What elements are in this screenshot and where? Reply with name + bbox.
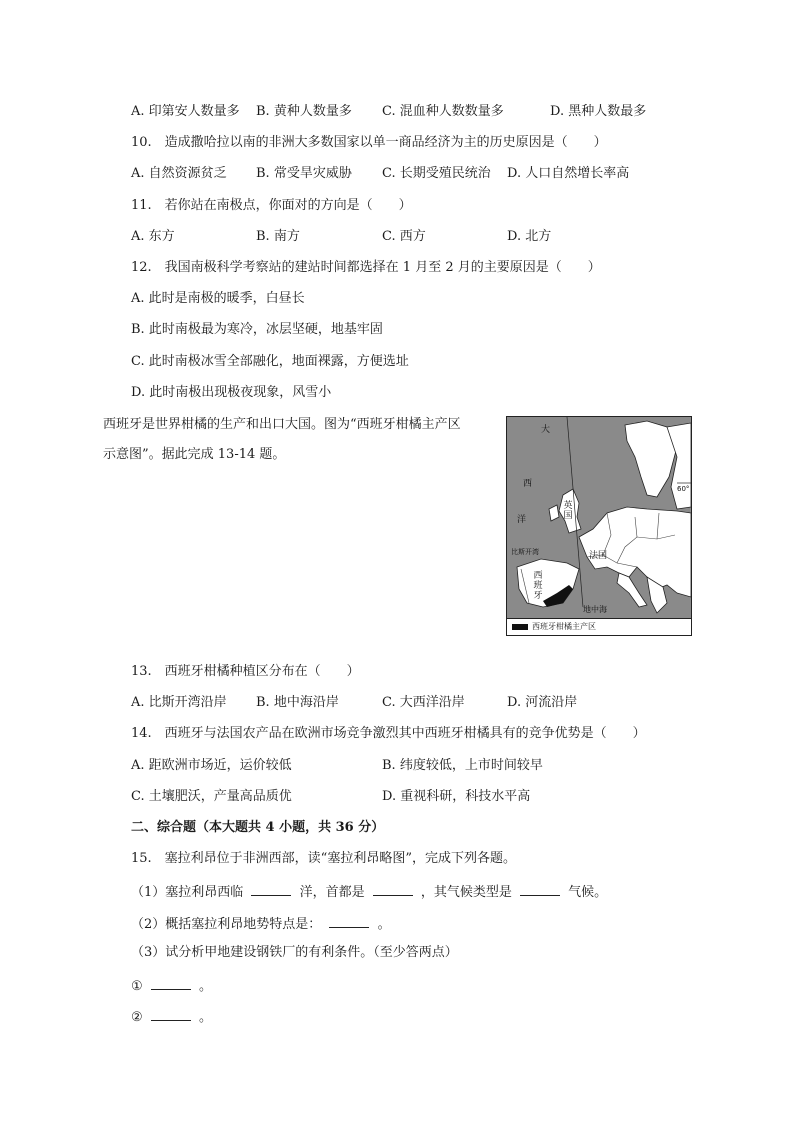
q14-stem: 14. 西班牙与法国农产品在欧洲市场竞争激烈其中西班牙柑橘具有的竞争优势是（ ）: [131, 726, 646, 741]
q10-option-b: B. 常受旱灾威胁: [256, 166, 352, 181]
q13-option-b: B. 地中海沿岸: [256, 695, 339, 710]
q14-option-a: A. 距欧洲市场近，运价较低: [131, 758, 292, 773]
legend-text: 西班牙柑橘主产区: [532, 622, 596, 631]
q15-p2-text-b: 。: [377, 917, 391, 932]
q13-option-a: A. 比斯开湾沿岸: [131, 695, 227, 710]
q15-part-3: （3）试分析甲地建设钢铁厂的有利条件。（至少答两点）: [131, 945, 458, 960]
q12-stem: 12. 我国南极科学考察站的建站时间都选择在 1 月至 2 月的主要原因是（ ）: [131, 260, 601, 275]
q10-option-a: A. 自然资源贫乏: [131, 166, 227, 181]
passage-line-2: 示意图”。据此完成 13-14 题。: [103, 447, 286, 462]
q15-a1-end: 。: [198, 979, 212, 994]
q15-p1-text-a: （1）塞拉利昂西临: [131, 885, 244, 900]
land-italy: [617, 573, 647, 607]
land-ireland: [549, 505, 559, 521]
q13-option-d: D. 河流沿岸: [507, 695, 578, 710]
q15-p2-text-a: （2）概括塞拉利昂地势特点是：: [131, 917, 322, 932]
map-drawing: [507, 417, 691, 635]
q15-a2-blank[interactable]: [151, 1006, 191, 1021]
q11-option-b: B. 南方: [256, 229, 300, 244]
q15-p1-text-d: 气候。: [568, 885, 608, 900]
q11-option-c: C. 西方: [382, 229, 426, 244]
q12-option-a: A. 此时是南极的暖季，白昼长: [131, 291, 305, 306]
map-label-spain: 西班牙: [533, 571, 543, 601]
q12-option-c: C. 此时南极冰雪全部融化，地面裸露，方便选址: [131, 354, 409, 369]
q15-stem: 15. 塞拉利昂位于非洲西部，读“塞拉利昂略图”，完成下列各题。: [131, 851, 516, 866]
map-label-france: 法国: [589, 551, 608, 561]
spain-citrus-map: [506, 416, 692, 636]
q15-p1-blank-climate[interactable]: [520, 881, 560, 896]
q15-a2-end: 。: [198, 1010, 212, 1025]
q14-option-d: D. 重视科研，科技水平高: [382, 789, 531, 804]
q15-answer-2: [131, 1006, 212, 1027]
q15-part-2: [131, 913, 391, 934]
map-label-lat: 60°: [677, 485, 690, 493]
q15-p1-text-b: 洋，首都是: [299, 885, 365, 900]
q9-option-a: A. 印第安人数量多: [131, 104, 240, 119]
passage-line-1: 西班牙是世界柑橘的生产和出口大国。图为“西班牙柑橘主产区: [103, 417, 461, 432]
q15-a1-blank[interactable]: [151, 975, 191, 990]
q15-p2-blank[interactable]: [329, 913, 369, 928]
q15-p1-text-c: ，其气候类型是: [420, 885, 512, 900]
section-2-title: 二、综合题（本大题共 4 小题，共 36 分）: [131, 820, 385, 835]
map-label-atlantic-3: 洋: [517, 515, 527, 525]
q9-option-c: C. 混血种人数数量多: [382, 104, 504, 119]
map-label-uk: 英国: [563, 501, 573, 521]
q15-p1-blank-ocean[interactable]: [251, 881, 291, 896]
q14-option-b: B. 纬度较低，上市时间较早: [382, 758, 543, 773]
q14-option-c: C. 土壤肥沃，产量高品质优: [131, 789, 292, 804]
q13-option-c: C. 大西洋沿岸: [382, 695, 465, 710]
q10-option-c: C. 长期受殖民统治: [382, 166, 491, 181]
q11-option-d: D. 北方: [507, 229, 552, 244]
map-label-atlantic-1: 大: [541, 425, 551, 435]
q10-stem: 10. 造成撒哈拉以南的非洲大多数国家以单一商品经济为主的历史原因是（ ）: [131, 135, 607, 150]
legend-swatch: [512, 624, 528, 630]
map-legend: [507, 618, 691, 635]
q10-option-d: D. 人口自然增长率高: [507, 166, 630, 181]
q11-option-a: A. 东方: [131, 229, 175, 244]
q13-stem: 13. 西班牙柑橘种植区分布在（ ）: [131, 664, 360, 679]
q15-p1-blank-capital[interactable]: [373, 881, 413, 896]
q15-a1-mark: ①: [131, 979, 143, 994]
q15-a2-mark: ②: [131, 1010, 143, 1025]
q12-option-d: D. 此时南极出现极夜现象，风雪小: [131, 385, 332, 400]
map-label-biscay: 比斯开湾: [511, 548, 539, 556]
q9-option-b: B. 黄种人数量多: [256, 104, 352, 119]
q15-answer-1: [131, 975, 212, 996]
q9-option-d: D. 黑种人数最多: [550, 104, 647, 119]
map-label-med: 地中海: [583, 605, 607, 614]
q11-stem: 11. 若你站在南极点，你面对的方向是（ ）: [131, 198, 412, 213]
q12-option-b: B. 此时南极最为寒冷，冰层坚硬，地基牢固: [131, 322, 383, 337]
q15-part-1: [131, 881, 607, 902]
map-label-atlantic-2: 西: [523, 479, 533, 489]
